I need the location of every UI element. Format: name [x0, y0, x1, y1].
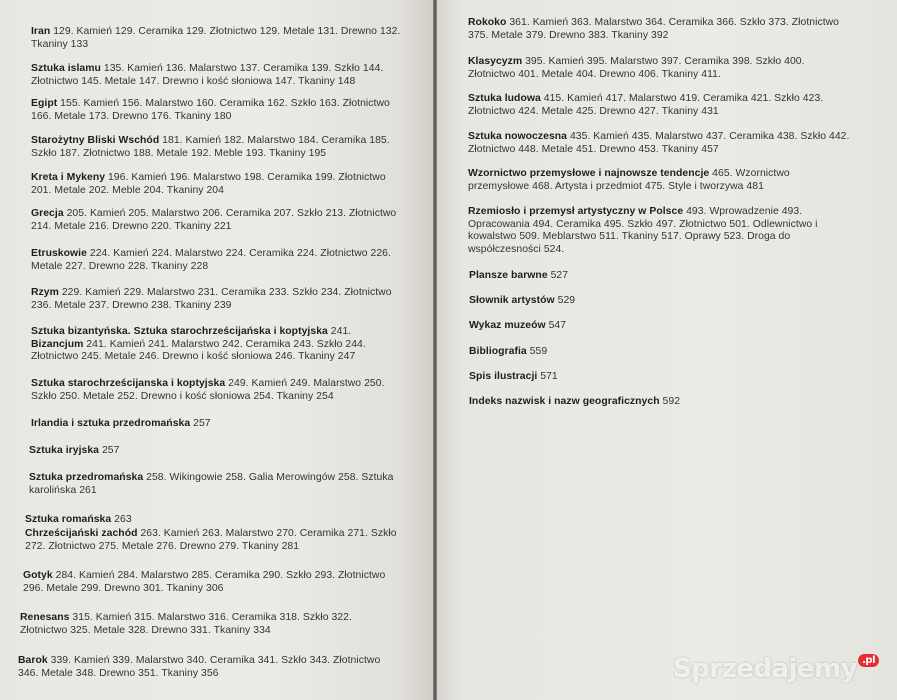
toc-entry: Barok 339. Kamień 339. Malarstwo 340. Ceramika 341. Szkło 343. Złotnictwo 346. Metale 348. Drewno 351. Tkaniny 356 — [18, 655, 381, 679]
toc-entry: Chrześcijański zachód 263. Kamień 263. Malarstwo 270. Ceramika 271. Szkło 272. Złotnictwo 275. Metale 276. Drewno 279. Tkaniny 281 — [25, 528, 397, 552]
toc-entry: Plansze barwne 527 — [469, 270, 569, 281]
toc-entry: Sztuka przedromańska 258. Wikingowie 258. Galia Merowingów 258. Sztuka karolińska 261 — [29, 472, 394, 496]
toc-entry: Gotyk 284. Kamień 284. Malarstwo 285. Ceramika 290. Szkło 293. Złotnictwo 296. Metale 299. Drewno 301. Tkaniny 306 — [23, 570, 386, 594]
right-page — [437, 0, 897, 700]
toc-entry: Wzornictwo przemysłowe i najnowsze tendencje 465. Wzornictwo przemysłowe 468. Artysta i przedmiot 475. Style i tworzywa 481 — [468, 168, 790, 192]
toc-entry: Irlandia i sztuka przedromańska 257 — [31, 418, 211, 429]
toc-entry: Indeks nazwisk i nazw geograficznych 592 — [469, 396, 681, 407]
toc-entry: Sztuka starochrześcijanska i koptyjska 249. Kamień 249. Malarstwo 250. Szkło 250. Metale 252. Drewno i kość słoniowa 254. Tkaniny 254 — [31, 378, 385, 402]
toc-entry: Sztuka romańska 263 — [25, 514, 132, 525]
toc-entry: Iran 129. Kamień 129. Ceramika 129. Złotnictwo 129. Metale 131. Drewno 132. Tkaniny 133 — [31, 26, 401, 50]
toc-entry: Sztuka islamu 135. Kamień 136. Malarstwo 137. Ceramika 139. Szkło 144. Złotnictwo 145. Metale 147. Drewno i kość słoniowa 147. Tkaniny 148 — [31, 63, 384, 87]
toc-entry: Egipt 155. Kamień 156. Malarstwo 160. Ceramika 162. Szkło 163. Złotnictwo 166. Metale 173. Drewno 176. Tkaniny 180 — [31, 98, 390, 122]
toc-entry: Rzym 229. Kamień 229. Malarstwo 231. Ceramika 233. Szkło 234. Złotnictwo 236. Metale 237. Drewno 238. Tkaniny 239 — [31, 287, 392, 311]
toc-entry: Bibliografia 559 — [469, 346, 548, 357]
toc-entry: Rokoko 361. Kamień 363. Malarstwo 364. Ceramika 366. Szkło 373. Złotnictwo 375. Metale 379. Drewno 383. Tkaniny 392 — [468, 17, 840, 41]
toc-entry: Słownik artystów 529 — [469, 295, 576, 306]
toc-entry: Rzemiosło i przemysł artystyczny w Polsce 493. Wprowadzenie 493. Opracowania 494. Ceramika 495. Szkło 497. Złotnictwo 501. Odlewnictwo i kowalstwo 509. Meblarstwo 511. Tkaniny 517. Oprawy 523. Droga do współczesności 524. — [468, 206, 818, 255]
toc-entry: Starożytny Bliski Wschód 181. Kamień 182. Malarstwo 184. Ceramika 185. Szkło 187. Złotnictwo 188. Metale 192. Meble 193. Tkaniny 195 — [31, 135, 390, 159]
toc-entry: Renesans 315. Kamień 315. Malarstwo 316. Ceramika 318. Szkło 322. Złotnictwo 325. Metale 328. Drewno 331. Tkaniny 334 — [20, 612, 352, 636]
site-watermark: Sprzedajemy .pl — [673, 654, 879, 684]
toc-entry: Etruskowie 224. Kamień 224. Malarstwo 224. Ceramika 224. Złotnictwo 226. Metale 227. Drewno 228. Tkaniny 228 — [31, 248, 391, 272]
toc-entry: Wykaz muzeów 547 — [469, 320, 567, 331]
toc-entry: Sztuka bizantyńska. Sztuka starochrześcijańska i koptyjska 241. Bizancjum 241. Kamień 241. Malarstwo 242. Ceramika 243. Szkło 244. Złotnictwo 245. Metale 246. Drewno i kość słoniowa 246. Tkaniny 247 — [31, 326, 366, 363]
left-page — [0, 0, 433, 700]
toc-entry: Sztuka iryjska 257 — [29, 445, 120, 456]
toc-entry: Spis ilustracji 571 — [469, 371, 558, 382]
toc-entry: Sztuka nowoczesna 435. Kamień 435. Malarstwo 437. Ceramika 438. Szkło 442. Złotnictwo 448. Metale 451. Drewno 453. Tkaniny 457 — [468, 131, 850, 155]
toc-entry: Grecja 205. Kamień 205. Malarstwo 206. Ceramika 207. Szkło 213. Złotnictwo 214. Metale 216. Drewno 220. Tkaniny 221 — [31, 208, 397, 232]
toc-entry: Sztuka ludowa 415. Kamień 417. Malarstwo 419. Ceramika 421. Szkło 423. Złotnictwo 424. Metale 425. Drewno 427. Tkaniny 431 — [468, 93, 824, 117]
toc-entry: Klasycyzm 395. Kamień 395. Malarstwo 397. Ceramika 398. Szkło 400. Złotnictwo 401. Metale 404. Drewno 406. Tkaniny 411. — [468, 56, 805, 80]
toc-entry: Kreta i Mykeny 196. Kamień 196. Malarstwo 198. Ceramika 199. Złotnictwo 201. Metale 202. Meble 204. Tkaniny 204 — [31, 172, 386, 196]
